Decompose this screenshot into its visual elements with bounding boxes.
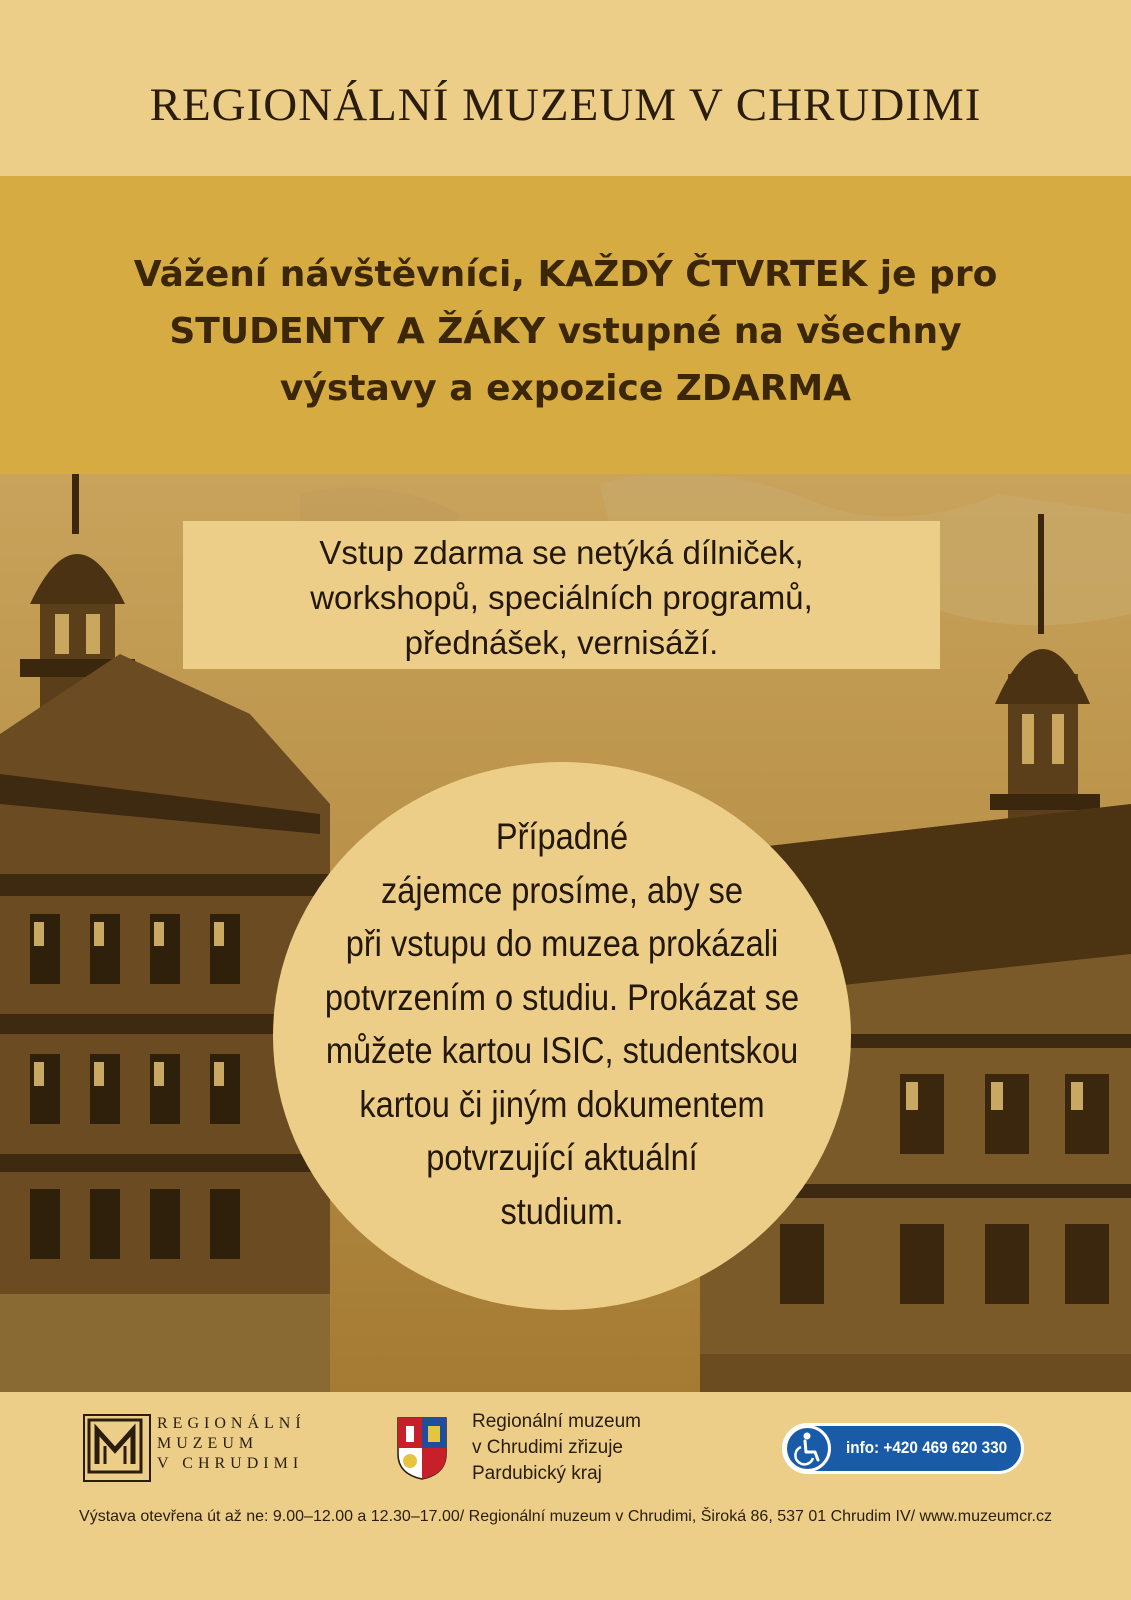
notice-text bbox=[183, 530, 940, 665]
logo-line: REGIONÁLNÍ bbox=[157, 1415, 306, 1432]
circle-line: potvrzující aktuální bbox=[426, 1137, 698, 1178]
founder-line: Regionální muzeum bbox=[472, 1411, 641, 1432]
circle-line: kartou či jiným dokumentem bbox=[359, 1083, 765, 1125]
logo-line: MUZEUM bbox=[157, 1435, 259, 1452]
notice-line: Vstup zdarma se netýká dílniček, bbox=[319, 534, 804, 571]
info-phone-label: info: +420 469 620 330 bbox=[846, 1438, 1008, 1457]
info-circle-text bbox=[299, 810, 825, 1238]
announcement-line: Vážení návštěvníci, KAŽDÝ ČTVRTEK je pro bbox=[133, 254, 998, 295]
circle-line: Případné bbox=[495, 816, 629, 857]
founder-text bbox=[472, 1409, 712, 1487]
circle-line: můžete kartou ISIC, studentskou bbox=[325, 1030, 799, 1071]
announcement-text bbox=[40, 246, 1091, 417]
museum-monogram-icon bbox=[83, 1414, 151, 1482]
museum-logo-text bbox=[157, 1414, 357, 1474]
founder-line: v Chrudimi zřizuje bbox=[472, 1437, 623, 1458]
circle-line: potvrzením o studiu. Prokázat se bbox=[324, 976, 800, 1018]
notice-line: přednášek, vernisáží. bbox=[404, 624, 719, 661]
circle-line: zájemce prosíme, aby se bbox=[381, 869, 743, 911]
pardubice-region-crest-icon bbox=[396, 1416, 448, 1480]
founder-line: Pardubický kraj bbox=[472, 1463, 602, 1484]
circle-line: při vstupu do muzea prokázali bbox=[345, 923, 779, 964]
logo-line: V CHRUDIMI bbox=[157, 1455, 304, 1472]
announcement-line: STUDENTY A ŽÁKY vstupné na všechny bbox=[169, 311, 962, 352]
announcement-line: výstavy a expozice ZDARMA bbox=[279, 368, 852, 409]
notice-line: workshopů, speciálních programů, bbox=[310, 579, 813, 616]
museum-title: REGIONÁLNÍ MUZEUM V CHRUDIMI bbox=[149, 79, 982, 131]
circle-line: studium. bbox=[500, 1190, 624, 1232]
opening-hours-text: Výstava otevřena út až ne: 9.00–12.00 a 12.30–17.00/ Regionální muzeum v Chrudimi, Široká 86, 537 01 Chrudim IV/ www.muzeumcr.cz bbox=[79, 1508, 1052, 1525]
wheelchair-icon bbox=[784, 1425, 831, 1472]
